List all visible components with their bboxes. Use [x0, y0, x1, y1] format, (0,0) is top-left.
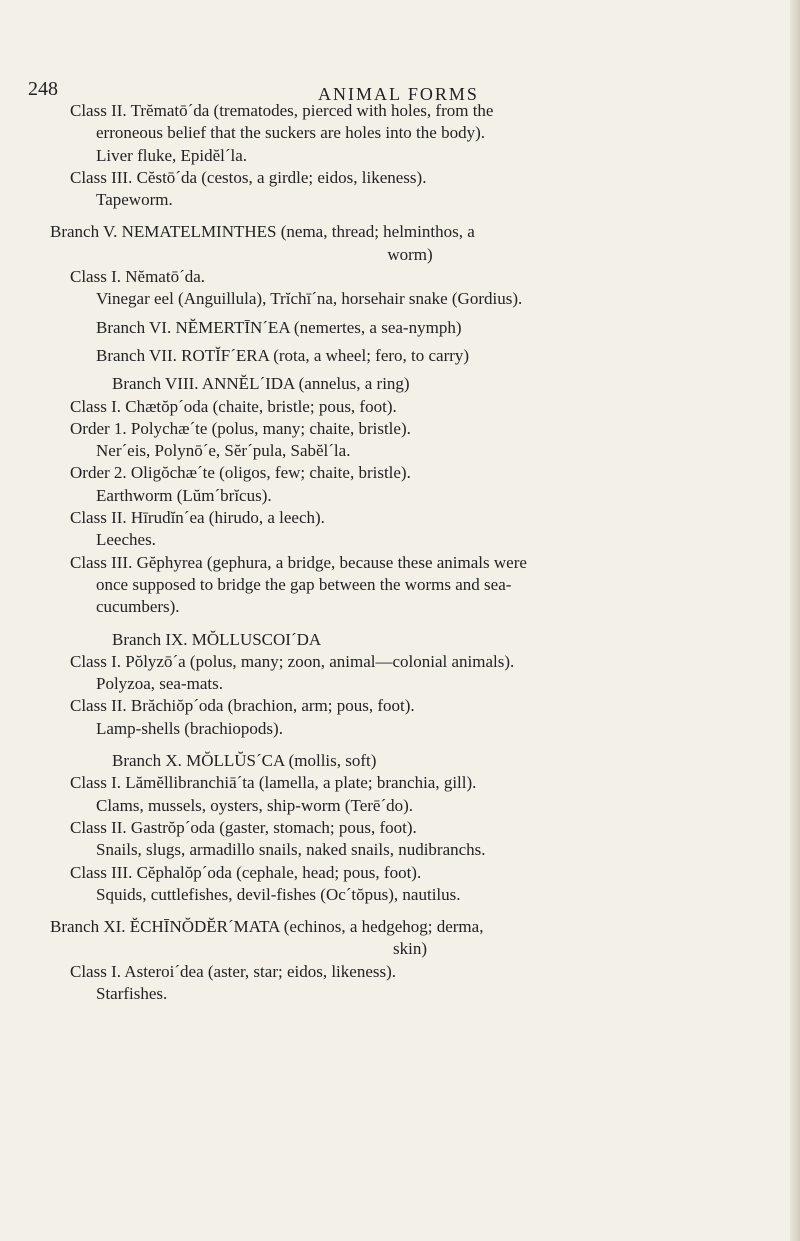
- text-line: Class II. Gastrŏp´oda (gaster, stomach; pous, foot).: [70, 817, 417, 837]
- text-line: once supposed to bridge the gap between the worms and sea-: [96, 574, 512, 594]
- line-spacer: [50, 619, 770, 629]
- line-spacer: [50, 211, 770, 221]
- text-line: Class II. Brăchiŏp´oda (brachion, arm; pous, foot).: [70, 696, 415, 716]
- line-spacer: [50, 740, 770, 750]
- text-line: Class I. Pŏlyzō´a (polus, many; zoon, animal—colonial animals).: [70, 651, 515, 671]
- text-line: Polyzoa, sea-mats.: [96, 674, 223, 694]
- text-line: Class III. Cĕstō´da (cestos, a girdle; eidos, likeness).: [70, 167, 427, 187]
- text-line: Ner´eis, Polynō´e, Sĕr´pula, Sabĕl´la.: [96, 441, 351, 461]
- text-line: erroneous belief that the suckers are holes into the body).: [96, 123, 485, 143]
- text-line: Order 2. Oligŏchæ´te (oligos, few; chaite, bristle).: [70, 463, 411, 483]
- text-line: Class I. Lămĕllibranchiā´ta (lamella, a plate; branchia, gill).: [70, 773, 477, 793]
- taxonomy-list: [50, 100, 770, 1005]
- text-line: Snails, slugs, armadillo snails, naked snails, nudibranchs.: [96, 840, 486, 860]
- page-number: 248: [28, 78, 58, 100]
- text-line: Class II. Hīrudĭn´ea (hirudo, a leech).: [70, 508, 325, 528]
- text-line: Vinegar eel (Anguillula), Trĭchī´na, horsehair snake (Gordius).: [96, 289, 523, 309]
- line-spacer: [50, 906, 770, 916]
- text-line: cucumbers).: [96, 597, 180, 617]
- text-line: skin): [393, 939, 427, 959]
- text-line: Branch VIII. ANNĔL´IDA (annelus, a ring): [112, 374, 410, 394]
- text-line: Clams, mussels, oysters, ship-worm (Terē´do).: [96, 795, 414, 815]
- text-line: Class I. Nĕmatō´da.: [70, 267, 206, 287]
- text-line: Squids, cuttlefishes, devil-fishes (Oc´tŏpus), nautilus.: [96, 884, 461, 904]
- text-line: Branch VI. NĔMERTĪN´EA (nemertes, a sea-nymph): [96, 317, 462, 337]
- text-line: Earthworm (Lŭm´brĭcus).: [96, 485, 272, 505]
- text-line: Branch VII. ROTĬF´ERA (rota, a wheel; fero, to carry): [96, 345, 470, 365]
- text-line: Branch IX. MŎLLUSCOI´DA: [112, 629, 322, 649]
- text-line: Order 1. Polychæ´te (polus, many; chaite, bristle).: [70, 418, 411, 438]
- text-line: Liver fluke, Epidĕl´la.: [96, 145, 248, 165]
- text-line: Class I. Chætŏp´oda (chaite, bristle; pous, foot).: [70, 396, 397, 416]
- text-line: Tapeworm.: [96, 190, 173, 210]
- text-line: Class III. Cĕphalŏp´oda (cephale, head; pous, foot).: [70, 862, 422, 882]
- text-line: Branch XI. ĔCHĪNŎDĔR´MATA (echinos, a hedgehog; derma,: [50, 917, 484, 937]
- text-line: Branch V. NEMATELMINTHES (nema, thread; helminthos, a: [50, 222, 475, 242]
- text-line: Branch X. MŎLLŬS´CA (mollis, soft): [112, 751, 377, 771]
- running-head: ANIMAL FORMS: [318, 84, 479, 104]
- page-edge-shadow: [790, 0, 800, 1241]
- text-line: worm): [387, 244, 433, 264]
- text-line: Starfishes.: [96, 983, 168, 1003]
- text-line: Class I. Asteroi´dea (aster, star; eidos, likeness).: [70, 961, 397, 981]
- text-line: Lamp-shells (brachiopods).: [96, 718, 283, 738]
- text-line: Class II. Trĕmatō´da (trematodes, pierced with holes, from the: [70, 101, 494, 120]
- text-line: Class III. Gĕphyrea (gephura, a bridge, because these animals were: [70, 552, 527, 572]
- text-line: Leeches.: [96, 530, 156, 550]
